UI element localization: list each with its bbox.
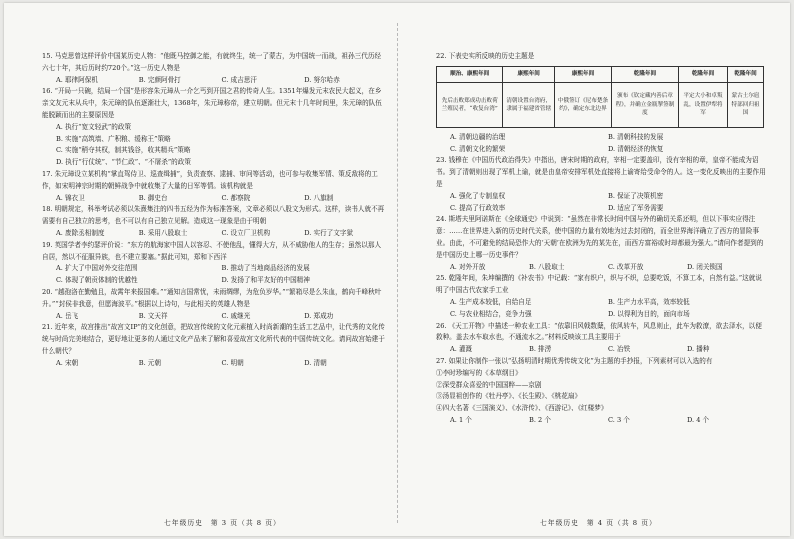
history-table [436, 66, 764, 128]
option-d: D. 八旗制 [304, 193, 334, 202]
option-a: A. 耶律阿保机 [56, 75, 98, 84]
option-d: D. 郑成功 [304, 311, 334, 320]
question-stem: 19. 英国学者李约瑟评价说：“东方的航海家中国人以容忍、不使他乱，懂得大方，从不威胁他人的生存；虽然以那人自居，然以不征服异族，也不建立要塞。”据此可知，郑和下西洋 [42, 240, 382, 261]
option-d: D. 努尔哈赤 [304, 75, 340, 84]
option-b: B. 御史台 [138, 193, 168, 202]
question-19 [42, 240, 387, 287]
item-list [436, 368, 766, 415]
options-row [42, 358, 387, 370]
option-d: D. 清朝经济的恢复 [608, 144, 664, 153]
option-a: A. 废除丞相制度 [56, 228, 105, 237]
option-b: B. 2 个 [529, 415, 551, 424]
table-cell: 先后击败郑成功击败荷兰殖民者，“收复台湾” [437, 82, 503, 127]
option-b: B. 文天祥 [138, 311, 168, 320]
question-27 [436, 356, 766, 427]
options-row [436, 415, 766, 427]
question-stem: 22. 下表史实所反映的历史主题是 [436, 52, 535, 60]
options-row [436, 262, 766, 274]
question-26 [436, 321, 766, 356]
option-a: A. 生产成本较低，自给自足 [450, 297, 532, 306]
table-header: 乾隆年间 [678, 66, 727, 82]
exam-sheet [4, 3, 790, 536]
page-footer-left: 七年级历史 第 3 页（共 8 页） [164, 519, 281, 527]
option-c: C. 明朝 [221, 358, 244, 367]
question-stem: 24. 斯塔夫里阿诺斯在《全球通史》中说到：“虽然在非常长时间中国与外的确切关系还明，但以下事实应得注意：……在世界进入新的历史时代关系，使中国的力量有效地为过去封闭的，而全世界海洋确立了西方的冒险事业。由此，不可避免的结局恐作大的‘天朝’在欧洲为先的某先在，而西方富裕或时却都最为强大。”请问作者提到的是中国历史上哪一历史事件？ [436, 215, 764, 259]
option-d: D. 适应了军务需要 [608, 203, 664, 212]
option-c: C. 实施“稍夺其权，制其钱谷，收其精兵”策略 [56, 146, 191, 155]
option-c: C. 清朝文化的繁荣 [450, 144, 506, 153]
options-row [42, 193, 387, 205]
question-18 [42, 204, 387, 239]
option-b: B. 元朝 [138, 358, 161, 367]
option-d: D. 以得利为目的，面向市场 [608, 309, 690, 318]
option-b: B. 保证了决策机密 [608, 191, 664, 200]
option-d: D. 清朝 [304, 358, 327, 367]
options-row [42, 75, 387, 87]
page-divider [397, 23, 398, 523]
option-a: A. 对外开放 [450, 262, 486, 271]
question-stem: 23. 钱穆在《中国历代政治得失》中指出，唐宋时期的政府，宰相一定要盖印，没有宰相的章，皇帝不能成为诏书。到了清朝则出现了军机上谕，就是由皇帝安排军机处直接将上谕寄给受命令的人。这一变化反映出的主要作用是 [436, 156, 766, 188]
table-cell: 中俄签订《尼布楚条约》，确定东北边界 [555, 82, 612, 127]
options-grid [42, 263, 387, 287]
option-c: C. 提高了行政效率 [450, 203, 506, 212]
options-grid [436, 297, 766, 321]
option-a: A. 扩大了中国对外交往范围 [56, 264, 138, 273]
options-row [42, 228, 387, 240]
option-c: C. 体现了朝贡体制的优越性 [56, 276, 138, 285]
option-b: B. 完颜阿骨打 [138, 75, 181, 84]
table-header: 乾隆年间 [611, 66, 678, 82]
option-a: A. 锦衣卫 [56, 193, 85, 202]
question-stem: 18. 明朝规定，科举考试必须以朱熹集注的四书五经为作为标准答案，文章必须以八股文为形式。这样，读书人就不再需要有自己独立的思考，也不可以有自己独立见解。造成这一现象是由于明朝 [42, 205, 385, 226]
option-d: D. 播种 [687, 345, 710, 354]
question-25 [436, 273, 766, 320]
table-header: 顺治、康熙年间 [437, 66, 503, 82]
table-row [437, 82, 764, 127]
right-page [436, 51, 766, 427]
option-a: A. 执行“宽文轻武”的政策 [56, 122, 132, 131]
option-c: C. 与农业相结合，竞争力强 [450, 309, 532, 318]
option-a: A. 灌溉 [450, 345, 473, 354]
option-b: B. 生产力水平高，效率较低 [608, 297, 690, 306]
option-c: C. 改革开放 [608, 262, 644, 271]
table-cell: 颁布《钦定藏内善后章程》，并确立金瓶掣签制度 [611, 82, 678, 127]
page-footer-right: 七年级历史 第 4 页（共 8 页） [540, 519, 657, 527]
question-17 [42, 169, 387, 204]
option-c: C. 设立厂卫机构 [221, 228, 271, 237]
table-header: 乾隆年间 [728, 66, 764, 82]
table-cell: 清朝设置台湾府，隶属于福建省管辖 [503, 82, 555, 127]
option-b: B. 排涝 [529, 345, 552, 354]
option-a: A. 1 个 [450, 415, 472, 424]
question-22 [436, 51, 766, 155]
question-15 [42, 51, 387, 86]
list-item: ③汤显祖创作的《牡丹亭》、《长生殿》、《桃花扇》 [436, 392, 582, 401]
option-b: B. 推动了当地商品经济的发展 [221, 264, 310, 273]
options-row [42, 311, 387, 323]
option-c: C. 冶铁 [608, 345, 631, 354]
option-b: B. 实施“高筑墙、广积粮、缓称王”策略 [56, 134, 171, 143]
question-20 [42, 287, 387, 322]
question-23 [436, 155, 766, 214]
question-stem: 17. 朱元璋设立某机构“掌直驾侍卫、巡查缉捕”，负责查察、逮捕、审问等活动，也可参与收集军情、策反敌将的工作，如宋明神宗时期的朝鲜战争中就收集了大量的日军等情。该机构就是 [42, 169, 378, 190]
table-header-row [437, 66, 764, 82]
question-16 [42, 86, 387, 169]
question-24 [436, 214, 766, 273]
option-b: B. 采用八股取士 [138, 228, 188, 237]
options-row [436, 344, 766, 356]
table-cell: 蒙古土尔扈特部回归祖国 [728, 82, 764, 127]
option-b: B. 八股取士 [529, 262, 565, 271]
question-stem: 15. 马克思曾这样评价中国某历史人物：“他既马控御之能，有就终生，统一了蒙古，为中国统一而战，祖孙三代历经六七十年，其后历时约720个。”这一历史人物是 [42, 52, 382, 72]
option-d: D. 闭关锁国 [687, 262, 723, 271]
question-stem: 27. 如果让你制作一张以“弘扬明清时期优秀传统文化”为主题的手抄报，下列素材可以入选的有 [436, 356, 713, 365]
list-item: ④四大名著《三国演义》、《水浒传》、《西游记》、《红楼梦》 [436, 404, 608, 413]
options-grid [436, 191, 766, 215]
option-b: B. 清朝科技的发展 [608, 132, 664, 141]
option-d: D. 实行了文字狱 [304, 228, 354, 237]
list-item: ①李时珍编写的《本草纲目》 [436, 368, 522, 377]
table-header: 康熙年间 [503, 66, 555, 82]
question-stem: 25. 乾隆年间，朱坤编撰的《补农书》中记载：“家有织户，织与不织，总要吃饭，不算工本，自然有益。”这就说明了中国古代农家手工业 [436, 274, 762, 295]
left-page [42, 51, 387, 370]
question-stem: 26. 《天工开物》中描述一种农业工具：“依靠旧风戟数蘖，依风转车，风息则止，此车为救潦，欲去泽水，以便救种。盖去水车取水也，不通流水之。”材料反映该工具主要用于 [436, 321, 762, 342]
list-item: ②深受群众喜爱的中国国粹——京剧 [436, 380, 542, 389]
option-c: C. 都察院 [221, 193, 251, 202]
option-a: A. 宋朝 [56, 358, 79, 367]
option-d: D. 执行“行仗统”、“节仁政”、“不屠杀”的政策 [56, 158, 191, 167]
table-header: 康熙年间 [555, 66, 612, 82]
question-stem: 16. “开局一只碗，结局一个国”是形容朱元璋从一介乞丐到开国之君的传奇人生。1351年爆发元末农民大起义，在乡亲文友元末从兵中，朱元璋的队伍逐渐壮大，1368年，朱元璋称帝，建立明朝。但元末十几年时间里，朱元璋的队伍能脱颖而出的主要原因是 [42, 87, 382, 119]
question-stem: 20. “越孢洛在勤勉且，故霄年来报国难。”“通知言国常忧，未雨绸缪，为危负岁华。”“繁箱尽是么朱血，鹤向千峰秋叶升。”“封侯非我意，但愿海波平。”根据以上诗句，与此相关的英雄人物是 [42, 287, 382, 308]
option-d: D. 4 个 [687, 415, 710, 424]
option-a: A. 清朝边疆的治理 [450, 132, 506, 141]
question-21 [42, 322, 387, 369]
table-cell: 平定大小和卓叛乱，设置伊犁将军 [678, 82, 727, 127]
option-c: C. 3 个 [608, 415, 630, 424]
options-column [42, 122, 387, 169]
option-c: C. 戚继光 [221, 311, 251, 320]
question-stem: 21. 近年来，故宫推出“故宫文IP”的文化创意，把故宫传统的文化元素植入时尚新潮的生活工艺品中，让代秀的文化传统与时尚完美地结合，更好地让更多的人通过文化产品来了解和喜爱故宫文化所代表的中国传统文化。请问故宫始建于什么朝代？ [42, 323, 385, 355]
options-grid [436, 132, 766, 156]
option-a: A. 岳飞 [56, 311, 79, 320]
option-a: A. 强化了专制皇权 [450, 191, 506, 200]
option-d: D. 发扬了和平友好的中国精神 [221, 276, 310, 285]
option-c: C. 成吉思汗 [221, 75, 257, 84]
